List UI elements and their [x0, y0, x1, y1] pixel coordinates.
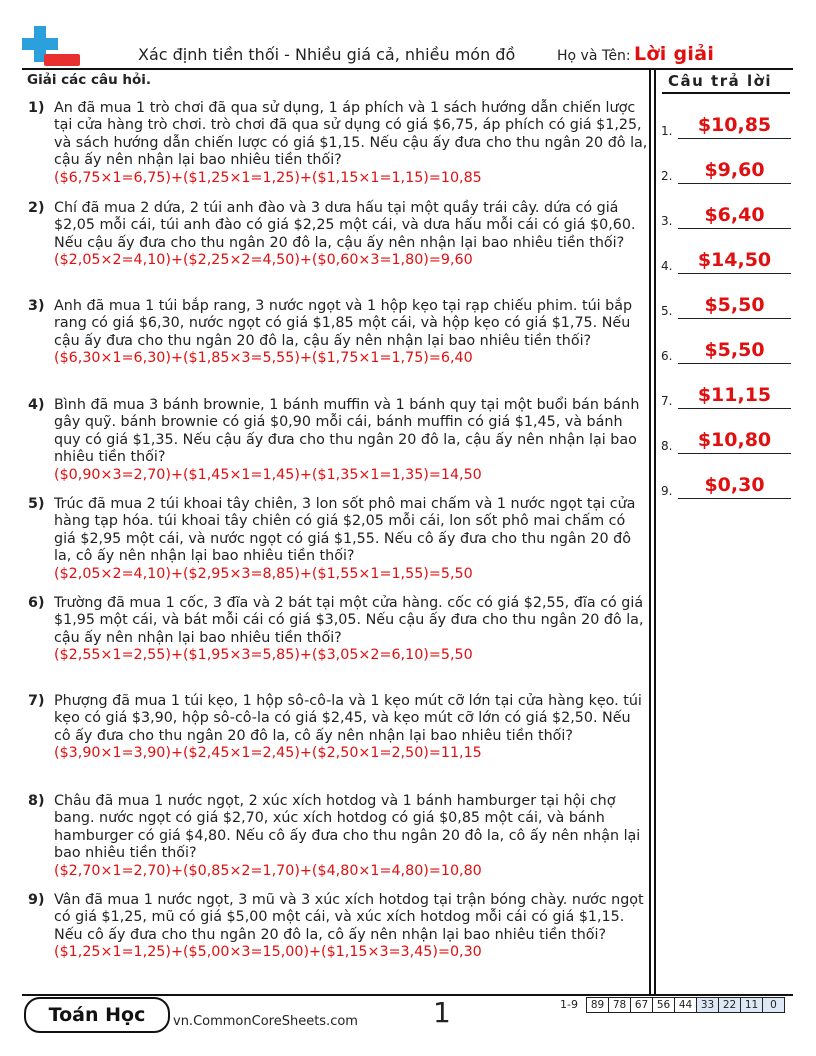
answer-row	[661, 385, 791, 409]
plus-minus-logo-icon	[22, 26, 80, 68]
answer-number: 6.	[661, 349, 673, 363]
score-cell: 22	[718, 997, 741, 1013]
answer-value: $10,85	[697, 114, 772, 136]
question-solution: ($2,70×1=2,70)+($0,85×2=1,70)+($4,80×1=4,80)=10,80	[54, 862, 482, 879]
question-solution: ($2,55×1=2,55)+($1,95×3=5,85)+($3,05×2=6,10)=5,50	[54, 647, 473, 664]
question-text: Bình đã mua 3 bánh brownie, 1 bánh muffin và 1 bánh quy tại một buổi bán bánh gây quỹ. bánh brownie có giá $0,90 mỗi cái, bánh muffin có giá $1,45, và bánh quy có giá $1,35. Nếu cậu ấy đưa cho thu ngân 20 đô la, cậu ấy nên nhận lại bao nhiêu tiền thối?	[54, 397, 640, 466]
answer-value: $5,50	[704, 339, 765, 361]
answer-line	[678, 498, 791, 499]
question-solution: ($2,05×2=4,10)+($2,95×3=8,85)+($1,55×1=1,55)=5,50	[54, 565, 473, 582]
worksheet-title: Xác định tiền thối - Nhiều giá cả, nhiều món đồ	[138, 45, 516, 64]
question-text: Phượng đã mua 1 túi kẹo, 1 hộp sô-cô-la và 1 kẹo mút cỡ lớn tại cửa hàng kẹo. túi kẹo có giá $3,90, hộp sô-cô-la có giá $2,45, và kẹo mút cỡ lớn có giá $2,50. Nếu cô ấy đưa cho thu ngân 20 đô la, cô ấy nên nhận lại bao nhiêu tiền thối?	[54, 693, 642, 744]
answer-value: $10,80	[697, 429, 772, 451]
answer-line	[678, 138, 791, 139]
question-solution: ($0,90×3=2,70)+($1,45×1=1,45)+($1,35×1=1,35)=14,50	[54, 466, 482, 483]
question-item	[28, 298, 648, 368]
question-number: 3)	[28, 298, 45, 314]
question-number: 9)	[28, 892, 45, 908]
question-text: Châu đã mua 1 nước ngọt, 2 xúc xích hotdog và 1 bánh hamburger tại hội chợ bang. nước ngọt có giá $2,70, xúc xích hotdog có giá $0,85 một cái, và bánh hamburger có giá $4,80. Nếu cô ấy đưa cho thu ngân 20 đô la, cô ấy nên nhận lại bao nhiêu tiền thối?	[54, 793, 641, 862]
question-number: 8)	[28, 793, 45, 809]
answer-value: $9,60	[704, 159, 765, 181]
answer-number: 3.	[661, 214, 673, 228]
column-divider	[649, 68, 651, 994]
answer-row	[661, 340, 791, 364]
answer-line	[678, 363, 791, 364]
answer-value: $14,50	[697, 249, 772, 271]
question-number: 1)	[28, 100, 45, 116]
answer-row	[661, 475, 791, 499]
question-text: Anh đã mua 1 túi bắp rang, 3 nước ngọt và 1 hộp kẹo tại rạp chiếu phim. túi bắp rang có giá $6,30, nước ngọt có giá $1,85 một cái, và hộp kẹo có giá $1,75. Nếu cậu ấy đưa cho thu ngân 20 đô la, cậu ấy nên nhận lại bao nhiêu tiền thối?	[54, 298, 633, 349]
score-cell: 33	[696, 997, 719, 1013]
answer-number: 5.	[661, 304, 673, 318]
question-solution: ($6,75×1=6,75)+($1,25×1=1,25)+($1,15×1=1,15)=10,85	[54, 169, 482, 186]
answer-number: 9.	[661, 484, 673, 498]
score-cell: 11	[740, 997, 763, 1013]
page-number: 1	[433, 996, 451, 1029]
answer-line	[678, 408, 791, 409]
question-text: Trúc đã mua 2 túi khoai tây chiên, 3 lon sốt phô mai chấm và 1 nước ngọt tại cửa hàng tạp hóa. túi khoai tây chiên có giá $2,05 mỗi cái, lon sốt phô mai chấm có giá $2,95 một cái, và nước ngọt có giá $1,55. Nếu cô ấy đưa cho thu ngân 20 đô la, cô ấy nên nhận lại bao nhiêu tiền thối?	[54, 496, 636, 565]
question-number: 7)	[28, 693, 45, 709]
score-cell: 0	[762, 997, 785, 1013]
answer-value: $6,40	[704, 204, 765, 226]
answer-line	[678, 453, 791, 454]
answer-value: $0,30	[704, 474, 765, 496]
question-solution: ($6,30×1=6,30)+($1,85×3=5,55)+($1,75×1=1,75)=6,40	[54, 350, 473, 367]
question-item	[28, 892, 648, 962]
answer-row	[661, 295, 791, 319]
answer-value: $11,15	[697, 384, 772, 406]
question-item	[28, 496, 648, 583]
answer-row	[661, 430, 791, 454]
question-item	[28, 100, 648, 187]
question-item	[28, 200, 648, 270]
brand-logo: Toán Học	[24, 997, 170, 1033]
question-solution: ($3,90×1=3,90)+($2,45×1=2,45)+($2,50×1=2,50)=11,15	[54, 745, 482, 762]
answer-line	[678, 273, 791, 274]
footer-divider	[22, 994, 793, 996]
question-text: An đã mua 1 trò chơi đã qua sử dụng, 1 áp phích và 1 sách hướng dẫn chiến lược tại cửa hàng trò chơi. trò chơi đã qua sử dụng có giá $6,75, áp phích có giá $1,25, và sách hướng dẫn chiến lược có giá $1,15. Nếu cậu ấy đưa cho thu ngân 20 đô la, cậu ấy nên nhận lại bao nhiêu tiền thối?	[54, 100, 648, 169]
score-table	[587, 997, 785, 1013]
score-cell: 44	[674, 997, 697, 1013]
score-cell: 89	[586, 997, 609, 1013]
answer-number: 7.	[661, 394, 673, 408]
answer-row	[661, 205, 791, 229]
name-value: Lời giải	[634, 43, 715, 65]
score-range-label: 1-9	[560, 998, 578, 1011]
question-solution: ($1,25×1=1,25)+($5,00×3=15,00)+($1,15×3=3,45)=0,30	[54, 944, 482, 961]
name-label: Họ và Tên:	[557, 48, 631, 64]
answer-number: 1.	[661, 124, 673, 138]
question-solution: ($2,05×2=4,10)+($2,25×2=4,50)+($0,60×3=1,80)=9,60	[54, 252, 473, 269]
answers-header: Câu trả lời	[668, 72, 773, 90]
site-url: vn.CommonCoreSheets.com	[173, 1014, 358, 1029]
answer-line	[678, 318, 791, 319]
question-item	[28, 397, 648, 484]
instructions: Giải các câu hỏi.	[27, 72, 152, 88]
score-cell: 56	[652, 997, 675, 1013]
answer-line	[678, 183, 791, 184]
question-item	[28, 693, 648, 763]
score-cell: 78	[608, 997, 631, 1013]
answer-row	[661, 160, 791, 184]
question-number: 6)	[28, 595, 45, 611]
score-cell: 67	[630, 997, 653, 1013]
question-item	[28, 793, 648, 880]
question-text: Vân đã mua 1 nước ngọt, 3 mũ và 3 xúc xích hotdog tại trận bóng chày. nước ngọt có giá $1,25, mũ có giá $5,00 một cái, và xúc xích hotdog mỗi cái có giá $1,15. Nếu cô ấy đưa cho thu ngân 20 đô la, cô ấy nên nhận lại bao nhiêu tiền thối?	[54, 892, 644, 943]
column-divider	[654, 68, 656, 994]
question-item	[28, 595, 648, 665]
question-text: Trường đã mua 1 cốc, 3 đĩa và 2 bát tại một cửa hàng. cốc có giá $2,55, đĩa có giá $1,95 một cái, và bát mỗi cái có giá $3,05. Nếu cậu ấy đưa cho thu ngân 20 đô la, cậu ấy nên nhận lại bao nhiêu tiền thối?	[54, 595, 644, 646]
question-number: 2)	[28, 200, 45, 216]
answer-number: 2.	[661, 169, 673, 183]
answers-header-underline	[662, 92, 790, 94]
answer-number: 4.	[661, 259, 673, 273]
answer-number: 8.	[661, 439, 673, 453]
question-number: 4)	[28, 397, 45, 413]
question-text: Chí đã mua 2 dứa, 2 túi anh đào và 3 dưa hấu tại một quầy trái cây. dứa có giá $2,05 mỗi cái, túi anh đào có giá $2,25 một cái, và dưa hấu mỗi cái có giá $0,60. Nếu cậu ấy đưa cho thu ngân 20 đô la, cậu ấy nên nhận lại bao nhiêu tiền thối?	[54, 200, 636, 251]
answer-value: $5,50	[704, 294, 765, 316]
question-number: 5)	[28, 496, 45, 512]
header-divider	[22, 68, 793, 70]
answer-row	[661, 250, 791, 274]
answer-row	[661, 115, 791, 139]
answer-line	[678, 228, 791, 229]
